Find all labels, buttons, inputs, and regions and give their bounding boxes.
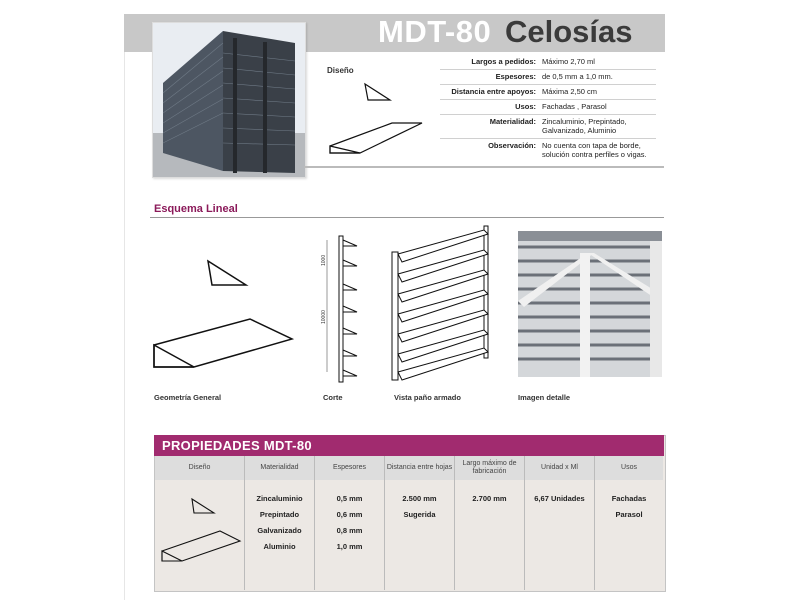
- caption-detail: Imagen detalle: [518, 393, 571, 402]
- caption-section: Corte: [323, 393, 343, 402]
- units-cell: 6,67 Unidades: [534, 494, 585, 503]
- thickness-list: 0,5 mm 0,6 mm 0,8 mm 1,0 mm: [336, 494, 363, 551]
- caption-assembled: Vista paño armado: [394, 393, 461, 402]
- profile-drawing-small: [158, 493, 244, 563]
- divider: [304, 166, 664, 168]
- detail-photo: [518, 231, 662, 377]
- spec-table: [440, 55, 656, 162]
- spec-row: Usos: Fachadas , Parasol: [440, 100, 656, 115]
- divider: [150, 217, 664, 218]
- building-photo: [152, 22, 306, 178]
- column-header: Unidad x Ml: [525, 456, 595, 480]
- spec-row: Materialidad: Zincaluminio, Prepintado, Galvanizado, Aluminio: [440, 115, 656, 139]
- column-header: Materialidad: [245, 456, 315, 480]
- column-header: Largo máximo de fabricación: [455, 456, 525, 480]
- max-length-cell: 2.700 mm: [472, 494, 507, 503]
- properties-title: PROPIEDADES MDT-80: [162, 438, 312, 453]
- assembled-panel-drawing: [388, 222, 498, 384]
- dimension-label: 10000: [321, 310, 327, 324]
- dimension-label: 1000: [321, 254, 327, 266]
- spec-row: Observación: No cuenta con tapa de borde, solución contra perfiles o vigas.: [488, 141, 647, 159]
- product-title: Celosías: [505, 14, 633, 49]
- profile-drawing: [320, 78, 430, 162]
- material-list: Zincaluminio Prepintado Galvanizado Aluminio: [256, 494, 303, 551]
- sheet-edge: [124, 14, 125, 600]
- column-header: Usos: [595, 456, 663, 480]
- caption-geometry: Geometría General: [154, 393, 222, 402]
- uses-cell: Fachadas Parasol: [611, 494, 647, 519]
- spec-row: Largos a pedidos: Máximo 2,70 ml: [440, 55, 656, 70]
- spec-row: Distancia entre apoyos: Máxima 2,50 cm: [440, 85, 656, 100]
- column-header: Espesores: [315, 456, 385, 480]
- model-title: MDT-80: [378, 14, 492, 49]
- spec-row: Espesores: de 0,5 mm a 1,0 mm.: [440, 70, 656, 85]
- section-cut-drawing: [315, 232, 365, 384]
- column-header: Diseño: [155, 456, 245, 480]
- column-header: Distancia entre hojas: [385, 456, 455, 480]
- distance-cell: 2.500 mm Sugerida: [402, 494, 437, 519]
- section-title: Esquema Lineal: [154, 203, 238, 215]
- geometry-drawing: [150, 255, 300, 375]
- design-label: Diseño: [327, 66, 354, 75]
